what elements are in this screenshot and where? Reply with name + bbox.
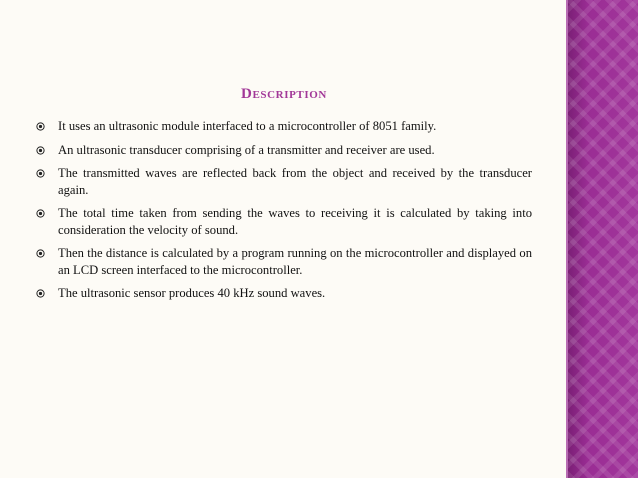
- bullet-text: Then the distance is calculated by a program running on the microcontroller and displayed on an LCD screen interfaced to the microcontroller.: [58, 246, 532, 277]
- slide-title: Description: [241, 86, 327, 102]
- circled-dot-icon: [36, 169, 45, 178]
- bullet-item: [36, 245, 532, 278]
- bullet-text: An ultrasonic transducer comprising of a transmitter and receiver are used.: [58, 142, 435, 157]
- bullet-item: [36, 285, 532, 302]
- circled-dot-icon: [36, 209, 45, 218]
- circled-dot-icon: [36, 249, 45, 258]
- bullet-item: [36, 118, 532, 135]
- bullet-text: The ultrasonic sensor produces 40 kHz sound waves.: [58, 286, 326, 300]
- bullet-item: [36, 205, 532, 238]
- bullet-item: [36, 165, 532, 198]
- bullet-list: [36, 118, 532, 309]
- circled-dot-icon: [36, 289, 45, 298]
- bullet-text: The transmitted waves are reflected back from the object and received by the transducer again.: [58, 166, 532, 197]
- bullet-item: [36, 142, 532, 159]
- decorative-side-panel: [568, 0, 638, 478]
- bullet-text: It uses an ultrasonic module interfaced to a microcontroller of 8051 family.: [58, 119, 437, 133]
- circled-dot-icon: [36, 122, 45, 131]
- bullet-text: The total time taken from sending the waves to receiving it is calculated by taking into consideration the velocity of sound.: [58, 206, 532, 237]
- side-panel-edge: [566, 0, 568, 478]
- circled-dot-icon: [36, 146, 45, 155]
